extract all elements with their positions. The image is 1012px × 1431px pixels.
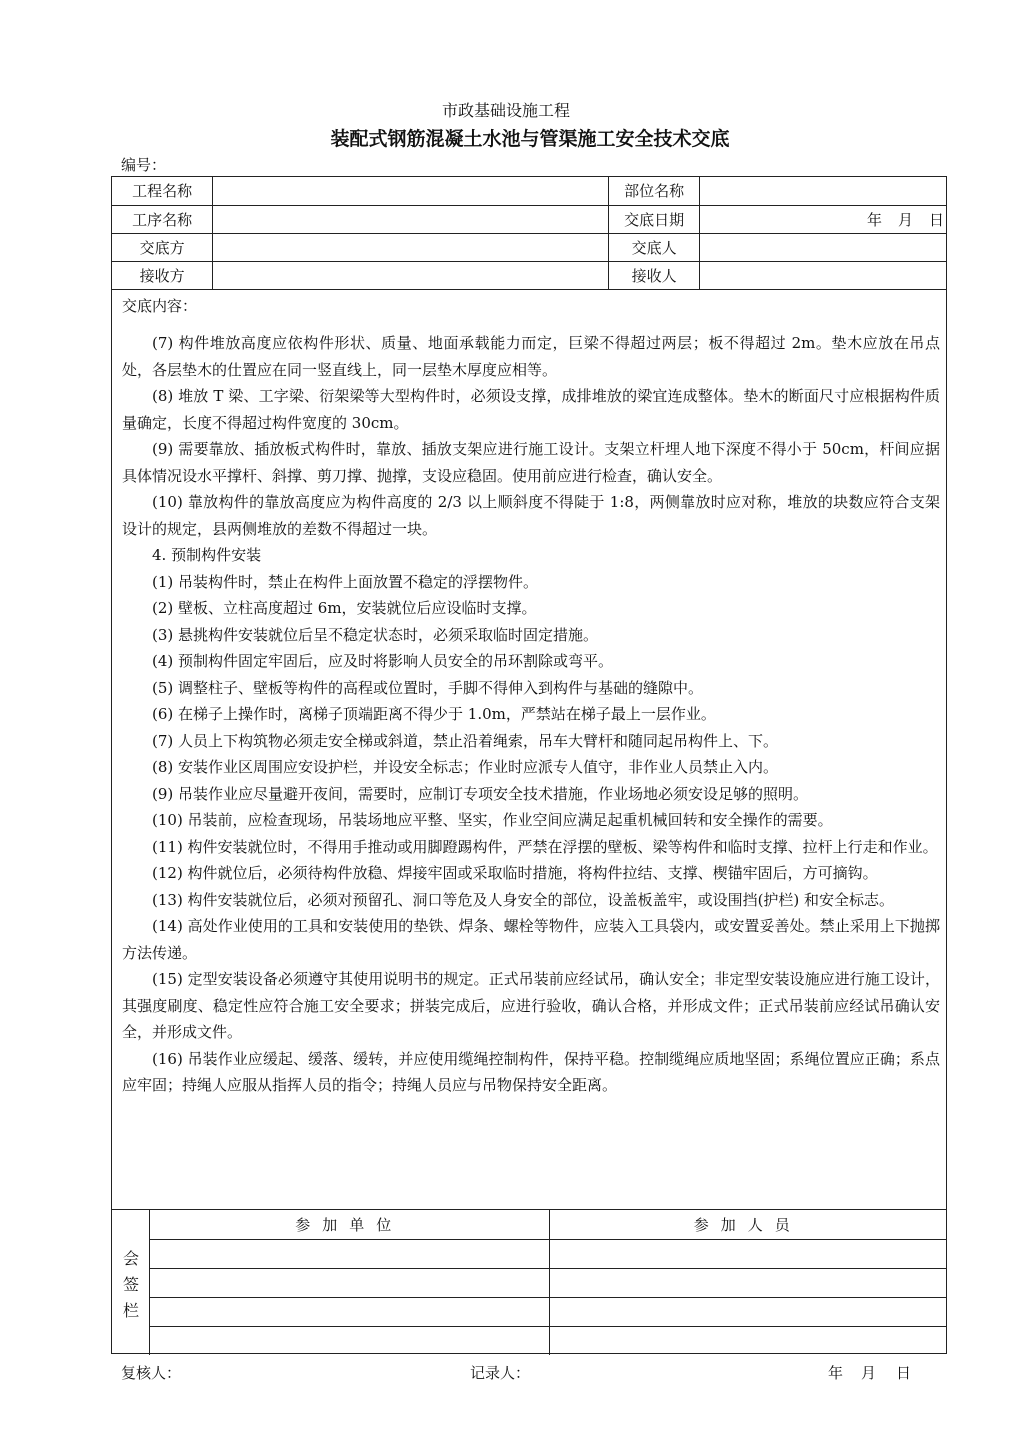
receiver-side-field[interactable]	[213, 261, 609, 289]
signoff-section	[112, 1209, 946, 1355]
briefer-side-label: 交底方	[112, 233, 213, 261]
content-paragraph: (16) 吊装作业应缓起、缓落、缓转，并应使用缆绳控制构件，保持平稳。控制缆绳应质地坚固；系绳位置应正确；系点应牢固；持绳人应服从指挥人员的指令；持绳人员应与吊物保持安全距离。	[122, 1049, 940, 1094]
content-paragraph: (8) 堆放 T 梁、工字梁、衍架梁等大型构件时，必须设支撑，成排堆放的梁宜连成整体。垫木的断面尺寸应根据构件质量确定，长度不得超过构件宽度的 30cm。	[122, 387, 940, 432]
info-table	[112, 177, 946, 290]
signoff-row	[150, 1297, 946, 1326]
col-participating-people: 参加人员	[549, 1210, 946, 1239]
part-name-label: 部位名称	[609, 177, 700, 205]
signoff-unit-cell[interactable]	[150, 1268, 549, 1297]
signoff-people-cell[interactable]	[549, 1326, 946, 1355]
content-paragraph: (10) 吊装前，应检查现场，吊装场地应平整、坚实，作业空间应满足起重机械回转和安全操作的需要。	[152, 811, 833, 829]
signoff-header-row	[150, 1210, 946, 1239]
signoff-char: 会	[123, 1249, 140, 1268]
content-paragraph: (11) 构件安装就位时，不得用手推动或用脚蹬踢构件，严禁在浮摆的壁板、梁等构件和临时支撑、拉杆上行走和作业。	[152, 837, 938, 856]
briefer-field[interactable]	[700, 233, 946, 261]
signoff-side-label	[112, 1210, 150, 1355]
process-name-label: 工序名称	[112, 205, 213, 233]
signoff-row	[150, 1239, 946, 1268]
content-body	[122, 330, 940, 1099]
content-paragraph: (9) 吊装作业应尽量避开夜间，需要时，应制订专项安全技术措施，作业场地必须安设足够的照明。	[152, 784, 809, 803]
signoff-table	[150, 1210, 946, 1355]
content-paragraph: (9) 需要靠放、插放板式构件时，靠放、插放支架应进行施工设计。支架立杆埋人地下深度不得小于 50cm，杆间应据具体情况设水平撑杆、斜撑、剪刀撑、抛撑，支设应稳固。使用前应进行检查，确认安全。	[122, 440, 940, 485]
signoff-unit-cell[interactable]	[150, 1239, 549, 1268]
document-title: 装配式钢筋混凝土水池与管渠施工安全技术交底	[330, 128, 730, 150]
briefer-label: 交底人	[609, 233, 700, 261]
content-paragraph: (7) 构件堆放高度应依构件形状、质量、地面承载能力而定，巨梁不得超过两层；板不得超过 2m。垫木应放在吊点处，各层垫木的仕置应在同一竖直线上，同一层垫木厚度应相等。	[122, 334, 940, 379]
footer-day: 日	[896, 1364, 912, 1382]
signoff-row	[150, 1326, 946, 1355]
content-paragraph: (13) 构件安装就位后，必须对预留孔、洞口等危及人身安全的部位，设盖板盖牢，或设围挡(护栏) 和安全标志。	[152, 890, 895, 909]
content-paragraph: (2) 壁板、立柱高度超过 6m，安装就位后应设临时支撑。	[152, 599, 537, 617]
content-paragraph: (15) 定型安装设备必须遵守其使用说明书的规定。正式吊装前应经试吊，确认安全；非定型安装设施应进行施工设计，其强度刷度、稳定性应符合施工安全要求；拼装完成后，应进行验收，确认合格，并形成文件；正式吊装前应经试吊确认安全，并形成文件。	[122, 970, 940, 1041]
content-paragraph: (5) 调整柱子、壁板等构件的高程或位置时，手脚不得伸入到构件与基础的缝隙中。	[152, 678, 704, 697]
receiver-side-label: 接收方	[112, 261, 213, 289]
signoff-unit-cell[interactable]	[150, 1297, 549, 1326]
content-paragraph: (6) 在梯子上操作时，离梯子顶端距离不得少于 1.0m，严禁站在梯子最上一层作业。	[152, 705, 716, 723]
content-paragraph: (7) 人员上下构筑物必须走安全梯或斜道，禁止沿着绳索，吊车大臂杆和随同起吊构件上、下。	[152, 731, 779, 750]
content-section-heading: 4. 预制构件安装	[152, 546, 262, 564]
receiver-label: 接收人	[609, 261, 700, 289]
part-name-field[interactable]	[700, 177, 946, 205]
info-row-receiver	[112, 261, 946, 289]
project-name-label: 工程名称	[112, 177, 213, 205]
content-paragraph: (1) 吊装构件时，禁止在构件上面放置不稳定的浮摆物件。	[152, 572, 539, 591]
content-label: 交底内容：	[122, 297, 198, 315]
briefer-side-field[interactable]	[213, 233, 609, 261]
content-paragraph: (14) 高处作业使用的工具和安装使用的垫铁、焊条、螺栓等物件，应装入工具袋内，或安置妥善处。禁止采用上下抛掷方法传递。	[122, 917, 940, 962]
date-label: 交底日期	[609, 205, 700, 233]
signoff-people-cell[interactable]	[549, 1239, 946, 1268]
process-name-field[interactable]	[213, 205, 609, 233]
receiver-field[interactable]	[700, 261, 946, 289]
disclosure-form	[111, 176, 947, 1354]
content-paragraph: (4) 预制构件固定牢固后，应及时将影响人员安全的吊环割除或弯平。	[152, 652, 614, 670]
date-field[interactable]	[700, 205, 946, 233]
info-row-project	[112, 177, 946, 205]
signoff-unit-cell[interactable]	[150, 1326, 549, 1355]
footer-year: 年	[828, 1364, 844, 1382]
content-paragraph: (12) 构件就位后，必须待构件放稳、焊接牢固或采取临时措施，将构件拉结、支撑、楔锚牢固后，方可摘钩。	[152, 864, 878, 882]
signoff-people-cell[interactable]	[549, 1268, 946, 1297]
content-paragraph: (8) 安装作业区周围应安设护栏，并设安全标志；作业时应派专人值守，非作业人员禁止入内。	[152, 758, 779, 776]
recorder-label: 记录人：	[470, 1364, 531, 1382]
signoff-char: 签	[123, 1275, 140, 1294]
footer-month: 月	[861, 1364, 877, 1382]
document-code-label: 编号：	[121, 156, 167, 174]
date-month: 月	[897, 210, 915, 229]
col-participating-unit: 参加单位	[150, 1210, 549, 1239]
document-subtitle: 市政基础设施工程	[441, 101, 570, 120]
project-name-field[interactable]	[213, 177, 609, 205]
signoff-char: 栏	[123, 1301, 140, 1320]
signoff-people-cell[interactable]	[549, 1297, 946, 1326]
signoff-row	[150, 1268, 946, 1297]
info-row-process	[112, 205, 946, 233]
info-row-briefer	[112, 233, 946, 261]
content-paragraph: (10) 靠放构件的靠放高度应为构件高度的 2/3 以上顺斜度不得陡于 1:8，两侧靠放时应对称，堆放的块数应符合支架设计的规定，县两侧堆放的差数不得超过一块。	[122, 493, 940, 538]
content-paragraph: (3) 悬挑构件安装就位后呈不稳定状态时，必须采取临时固定措施。	[152, 625, 599, 644]
date-day: 日	[928, 210, 946, 229]
reviewer-label: 复核人：	[121, 1364, 182, 1382]
date-year: 年	[866, 210, 884, 229]
